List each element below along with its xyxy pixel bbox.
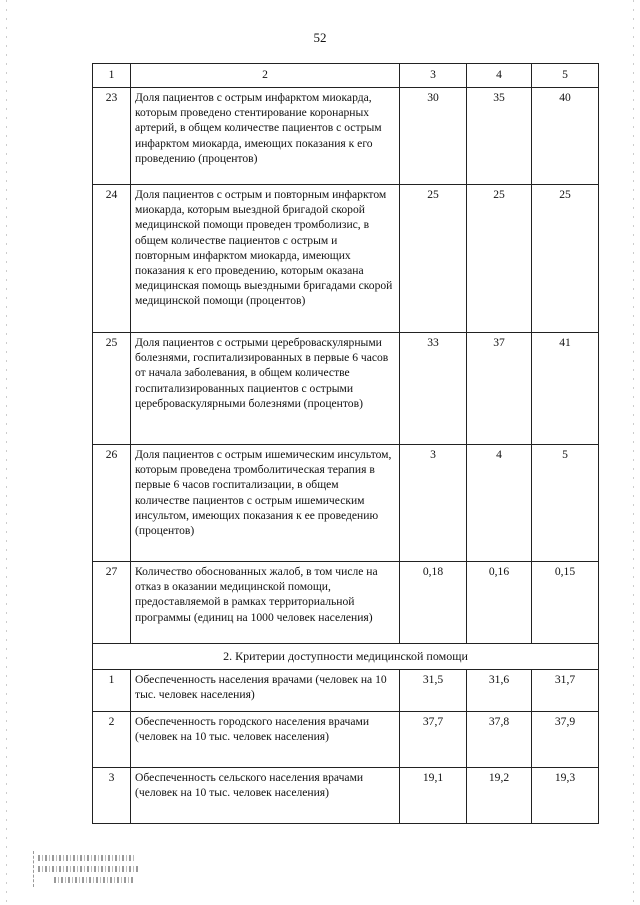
row-indicator-text: Доля пациентов с острым и повторным инфарктом миокарда, которым выездной бригадой скорой медицинской помощи проведен тромболизис, в общем количестве пациентов с острым и повторным инфарктом миокарда, имеющих показания к его проведению, которым оказана медицинская помощь выездными бригадами скорой медицинской помощи (процентов): [131, 185, 400, 333]
row-indicator-text: Количество обоснованных жалоб, в том числе на отказ в оказании медицинской помощи, предоставляемой в рамках территориальной программы (единиц на 1000 человек населения): [131, 562, 400, 644]
table-row: [93, 670, 599, 712]
scan-stamp: [33, 851, 140, 887]
row-indicator-text: Доля пациентов с острыми цереброваскулярными болезнями, госпитализированных в первые 6 часов от начала заболевания, в общем количестве госпитализированных пациентов с острыми цереброваскулярными болезнями (процентов): [131, 333, 400, 445]
row-value-year1: 31,5: [400, 670, 467, 712]
row-number: 25: [93, 333, 131, 445]
section-title: 2. Критерии доступности медицинской помощи: [93, 644, 599, 670]
table-header-row: [93, 64, 599, 88]
header-col-4: 4: [467, 64, 532, 88]
table-row: [93, 333, 599, 445]
row-value-year2: 4: [467, 445, 532, 562]
row-value-year3: 19,3: [532, 768, 599, 824]
row-value-year1: 33: [400, 333, 467, 445]
row-number: 27: [93, 562, 131, 644]
row-indicator-text: Доля пациентов с острым ишемическим инсультом, которым проведена тромболитическая терапия в первые 6 часов госпитализации, в общем количестве пациентов с острым ишемическим инсультом, имеющих показания к ее проведению (процентов): [131, 445, 400, 562]
criteria-table: [92, 63, 599, 824]
stamp-line: [38, 855, 134, 861]
table-row: [93, 562, 599, 644]
row-value-year3: 37,9: [532, 712, 599, 768]
row-number: 3: [93, 768, 131, 824]
row-indicator-text: Обеспеченность сельского населения врачами (человек на 10 тыс. человек населения): [131, 768, 400, 824]
row-value-year3: 40: [532, 88, 599, 185]
row-value-year2: 19,2: [467, 768, 532, 824]
row-value-year3: 41: [532, 333, 599, 445]
row-value-year2: 25: [467, 185, 532, 333]
row-value-year1: 0,18: [400, 562, 467, 644]
row-number: 2: [93, 712, 131, 768]
table-row: [93, 712, 599, 768]
row-indicator-text: Обеспеченность городского населения врачами (человек на 10 тыс. человек населения): [131, 712, 400, 768]
row-value-year2: 35: [467, 88, 532, 185]
scan-margin-right: [633, 0, 634, 905]
row-indicator-text: Доля пациентов с острым инфарктом миокарда, которым проведено стентирование коронарных артерий, в общем количестве пациентов с острым инфарктом миокарда, имеющих показания к его проведению (процентов): [131, 88, 400, 185]
row-value-year1: 25: [400, 185, 467, 333]
scan-margin-left: [6, 0, 7, 905]
row-value-year3: 5: [532, 445, 599, 562]
header-col-1: 1: [93, 64, 131, 88]
row-number: 23: [93, 88, 131, 185]
header-col-3: 3: [400, 64, 467, 88]
table-row: [93, 88, 599, 185]
table-row: [93, 185, 599, 333]
row-value-year2: 0,16: [467, 562, 532, 644]
row-number: 26: [93, 445, 131, 562]
row-value-year3: 31,7: [532, 670, 599, 712]
row-value-year2: 37,8: [467, 712, 532, 768]
row-value-year1: 30: [400, 88, 467, 185]
row-indicator-text: Обеспеченность населения врачами (человек на 10 тыс. человек населения): [131, 670, 400, 712]
section-header-row: [93, 644, 599, 670]
table-row: [93, 768, 599, 824]
page-number: 52: [313, 30, 327, 45]
header-col-5: 5: [532, 64, 599, 88]
stamp-line: [38, 866, 138, 872]
row-number: 1: [93, 670, 131, 712]
header-col-2: 2: [131, 64, 400, 88]
row-value-year3: 25: [532, 185, 599, 333]
stamp-line: [54, 877, 134, 883]
row-value-year1: 19,1: [400, 768, 467, 824]
row-value-year2: 37: [467, 333, 532, 445]
row-value-year3: 0,15: [532, 562, 599, 644]
row-number: 24: [93, 185, 131, 333]
row-value-year1: 3: [400, 445, 467, 562]
row-value-year1: 37,7: [400, 712, 467, 768]
row-value-year2: 31,6: [467, 670, 532, 712]
table-row: [93, 445, 599, 562]
